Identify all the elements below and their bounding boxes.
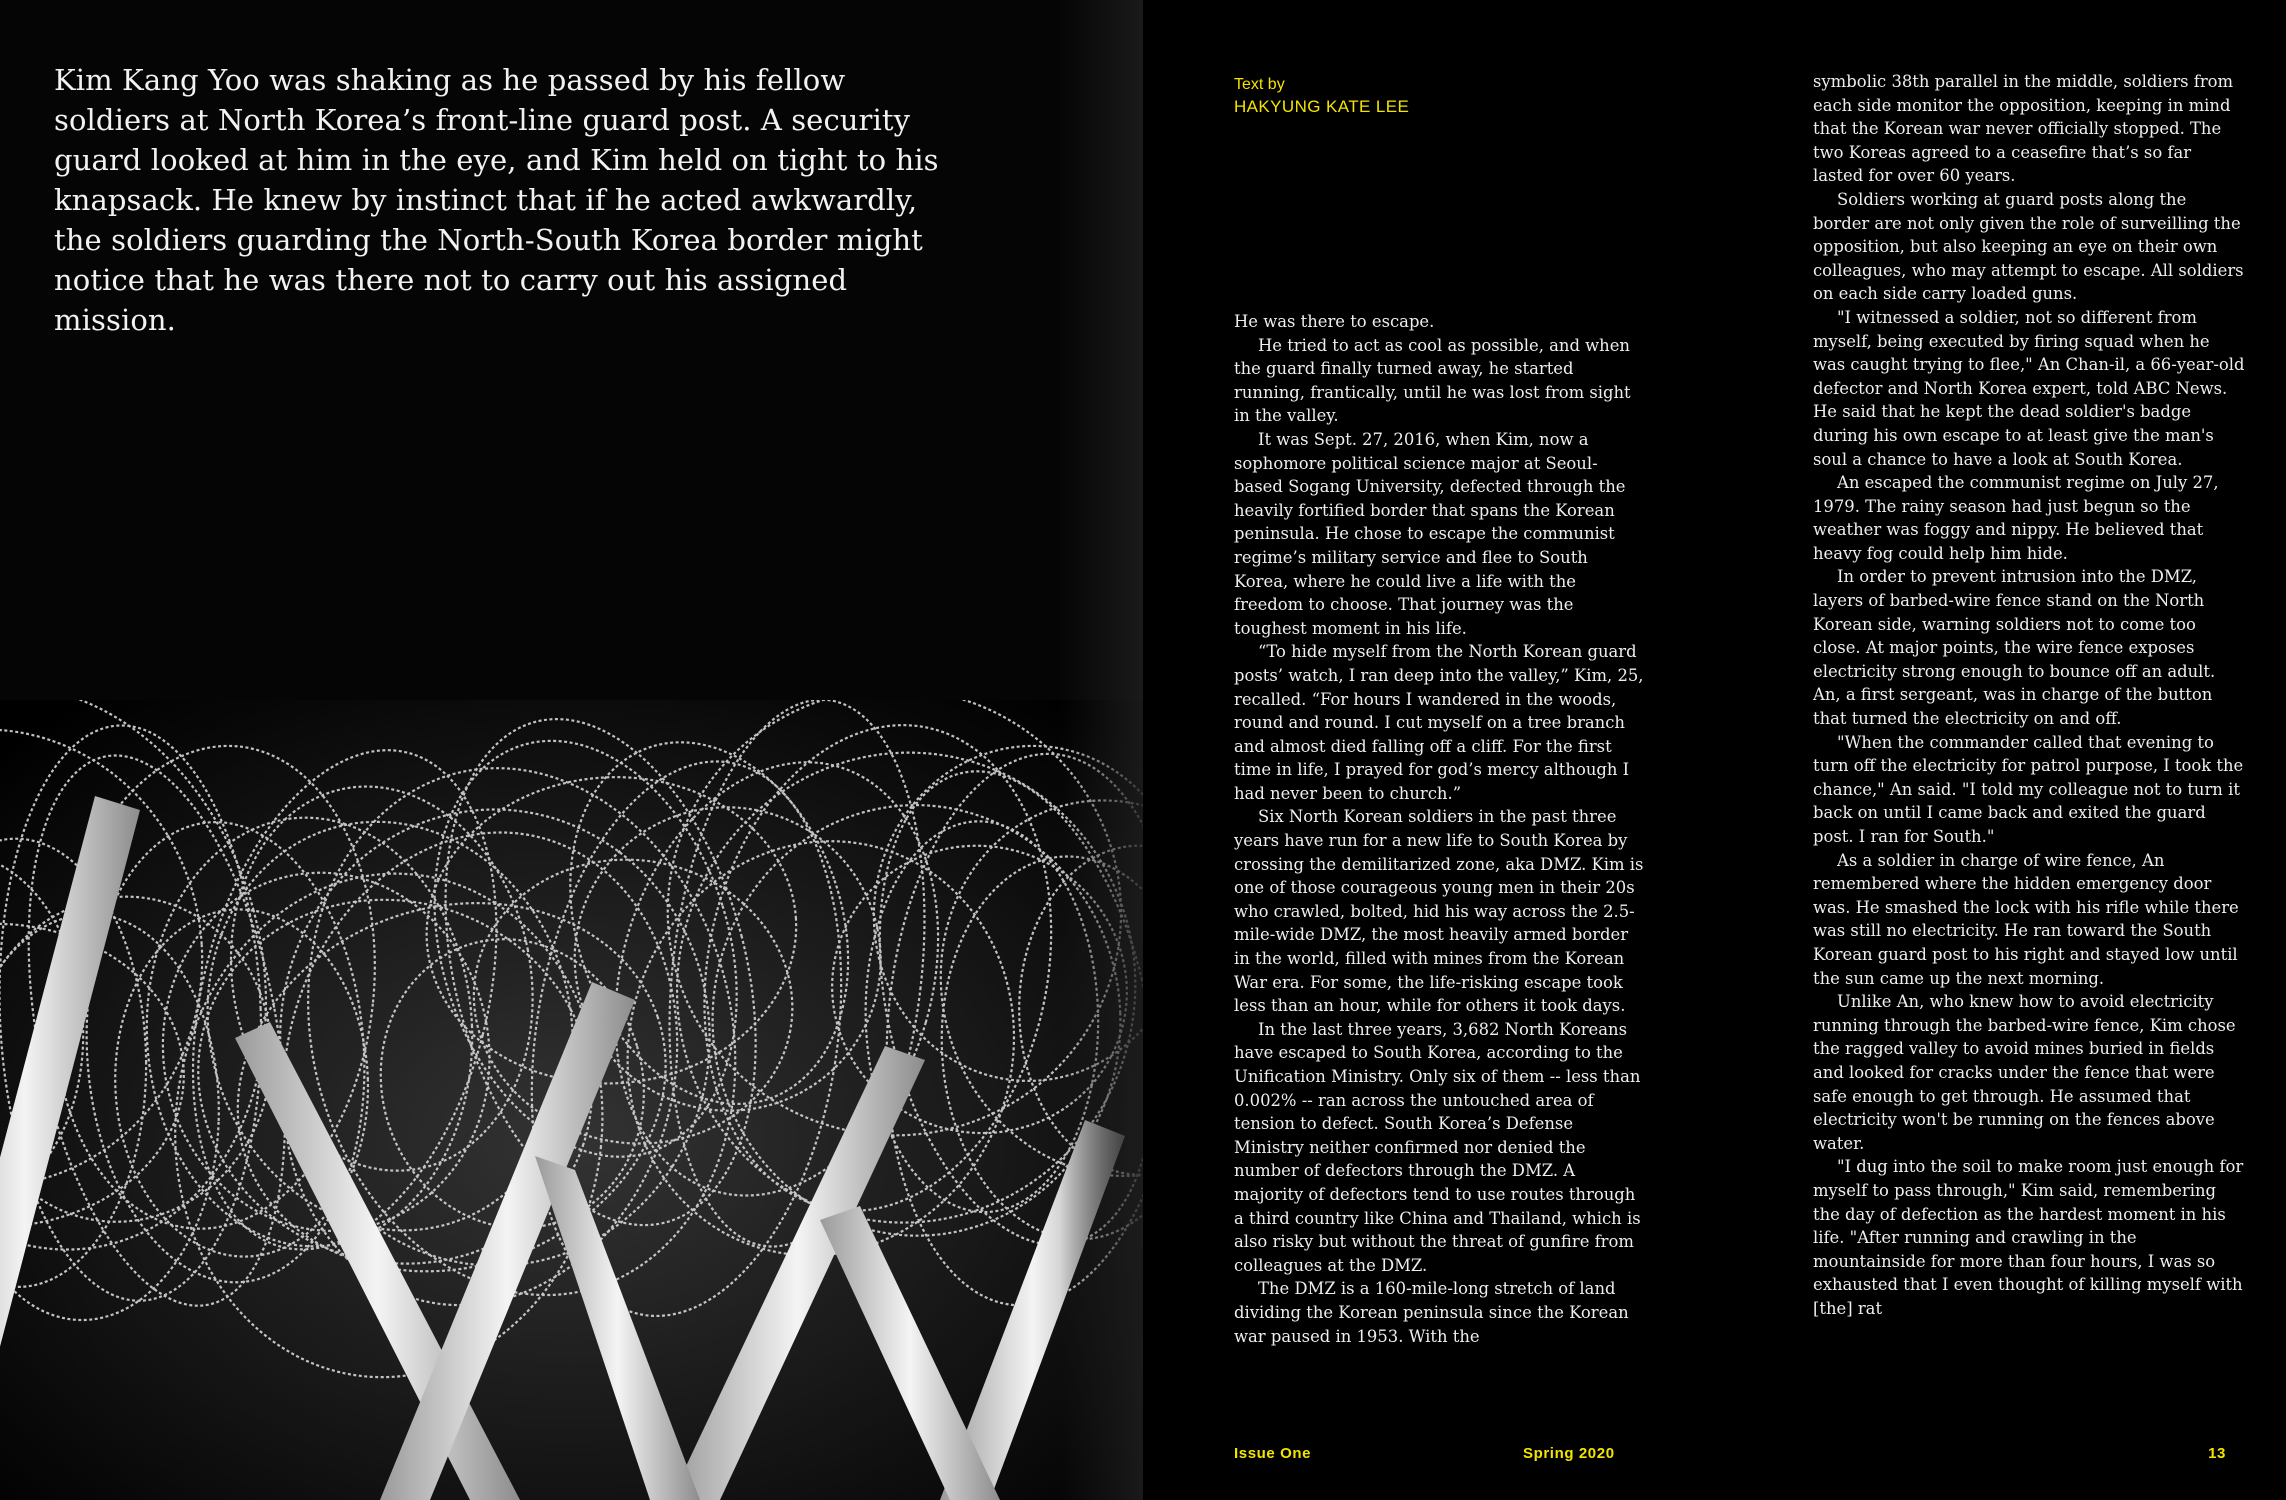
paragraph: He tried to act as cool as possible, and when the guard finally turned away, he started running, frantically, until he was lost from sight in the valley.: [1234, 335, 1631, 426]
paragraph: He was there to escape.: [1234, 312, 1435, 331]
paragraph: In order to prevent intrusion into the DMZ, layers of barbed-wire fence stand on the North Korean side, warning soldiers not to come too close. At major points, the wire fence exposes electricity strong enough to bounce off an adult. An, a first sergeant, was in charge of the button that turned the electricity on and off.: [1813, 567, 2216, 729]
pull-quote: Kim Kang Yoo was shaking as he passed by his fellow soldiers at North Korea’s front-line guard post. A security guard looked at him in the eye, and Kim held on tight to his knapsack. He knew by instinct that if he acted awkwardly, the soldiers guarding the North-South Korea border might notice that he was there not to carry out his assigned mission.: [54, 63, 939, 337]
paragraph: Unlike An, who knew how to avoid electricity running through the barbed-wire fence, Kim chose the ragged valley to avoid mines buried in fields and looked for cracks under the fence that were safe enough to get through. He assumed that electricity won't be running on the fences above water.: [1813, 992, 2236, 1153]
paragraph: “To hide myself from the North Korean guard posts’ watch, I ran deep into the valley,” Kim, 25, recalled. “For hours I wandered in the woods, round and round. I cut myself on a tree branch and almost died falling off a cliff. For the first time in life, I prayed for god’s mercy although I had never been to church.”: [1234, 642, 1644, 803]
article-column-1: [1234, 310, 1644, 1348]
byline: [1234, 74, 1409, 118]
right-page: [1143, 0, 2286, 1500]
article-column-2: [1813, 70, 2245, 1320]
footer-issue: Issue One: [1234, 1445, 1312, 1462]
paragraph: The DMZ is a 160-mile-long stretch of land dividing the Korean peninsula since the Korean war paused in 1953. With the: [1234, 1279, 1629, 1346]
barbed-wire-fence-photo: [0, 700, 1143, 1500]
paragraph: In the last three years, 3,682 North Koreans have escaped to South Korea, according to the Unification Ministry. Only six of them -- less than 0.002% -- ran across the untouched area of tension to defect. South Korea’s Defense Ministry neither confirmed nor denied the number of defectors through the DMZ. A majority of defectors tend to use routes through a third country like China and Thailand, which is also risky but without the threat of gunfire from colleagues at the DMZ.: [1234, 1019, 1641, 1275]
page-number: 13: [2208, 1445, 2226, 1462]
paragraph: Soldiers working at guard posts along the border are not only given the role of surveilling the opposition, but also keeping an eye on their own colleagues, who may attempt to escape. All soldiers on each side carry loaded guns.: [1813, 189, 2244, 304]
paragraph: "When the commander called that evening to turn off the electricity for patrol purpose, I took the chance," An said. "I told my colleague not to turn it back on until I came back and exited the guard post. I ran for South.": [1813, 732, 2244, 846]
byline-label: Text by: [1234, 76, 1285, 93]
paragraph: As a soldier in charge of wire fence, An remembered where the hidden emergency door was. He smashed the lock with his rifle while there was still no electricity. He ran toward the South Korean guard post to his right and stayed low until the sun came up the next morning.: [1813, 850, 2239, 988]
paragraph: Six North Korean soldiers in the past three years have run for a new life to South Korea by crossing the demilitarized zone, aka DMZ. Kim is one of those courageous young men in their 20s who crawled, bolted, hid his way across the 2.5-mile-wide DMZ, the most heavily armed border in the world, filled with mines from the Korean War era. For some, the life-risking escape took less than an hour, while for others it took days.: [1234, 807, 1644, 1016]
paragraph: symbolic 38th parallel in the middle, soldiers from each side monitor the opposition, keeping in mind that the Korean war never officially stopped. The two Koreas agreed to a ceasefire that’s so far lasted for over 60 years.: [1813, 72, 2234, 186]
paragraph: An escaped the communist regime on July 27, 1979. The rainy season had just begun so the weather was foggy and nippy. He believed that heavy fog could help him hide.: [1813, 473, 2219, 563]
paragraph: "I witnessed a soldier, not so different from myself, being executed by firing squad when he was caught trying to flee," An Chan-il, a 66-year-old defector and North Korea expert, told ABC News. He said that he kept the dead soldier's badge during his own escape to at least give the man's soul a chance to have a look at South Korea.: [1813, 307, 2245, 469]
paragraph: It was Sept. 27, 2016, when Kim, now a sophomore political science major at Seoul-based Sogang University, defected through the heavily fortified border that spans the Korean peninsula. He chose to escape the communist regime’s military service and flee to South Korea, where he could live a life with the freedom to choose. That journey was the toughest moment in his life.: [1234, 429, 1626, 638]
footer-season: Spring 2020: [1523, 1445, 1615, 1462]
paragraph: "I dug into the soil to make room just enough for myself to pass through," Kim said, remembering the day of defection as the hardest moment in his life. "After running and crawling in the mountainside for more than four hours, I was so exhausted that I even thought of killing myself with [the] rat: [1813, 1157, 2244, 1318]
byline-author: HAKYUNG KATE LEE: [1234, 97, 1410, 116]
